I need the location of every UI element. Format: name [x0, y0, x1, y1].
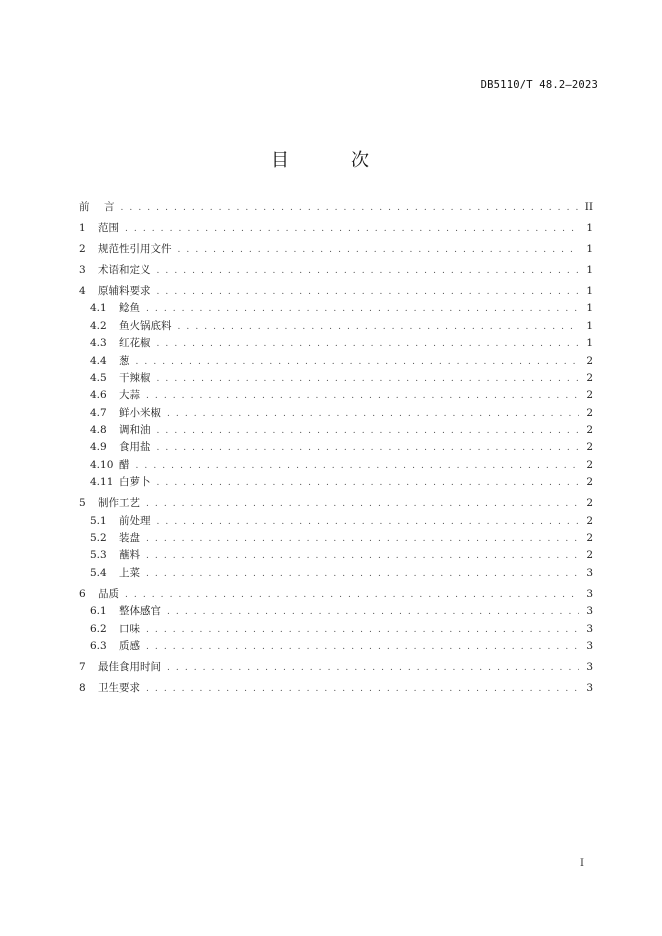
page-title: 目 次 — [271, 150, 391, 171]
toc-entry-page: 3 — [586, 639, 593, 652]
toc-entry-title: 前处理 — [119, 514, 151, 527]
toc-entry-number: 4.11 — [90, 476, 114, 489]
toc-entry-title: 装盘 — [119, 532, 140, 544]
toc-entry-page: 3 — [586, 660, 593, 673]
toc-entry-title: 术语和定义 — [98, 263, 151, 276]
toc-entry-number: 5 — [79, 497, 86, 510]
toc-leader-dots — [157, 513, 580, 531]
toc-entry[interactable] — [79, 241, 593, 258]
toc-entry[interactable] — [79, 603, 593, 620]
toc-leader-dots — [157, 422, 580, 440]
toc-leader-dots — [146, 638, 579, 656]
toc-entry[interactable] — [79, 530, 593, 547]
toc-entry-number: 4.2 — [90, 319, 107, 332]
toc-leader-dots — [167, 659, 579, 677]
toc-entry-page: 2 — [586, 532, 593, 544]
toc-entry-page: 2 — [586, 441, 593, 454]
toc-entry-number: 4.8 — [90, 424, 107, 437]
toc-entry-page: 2 — [586, 476, 593, 489]
toc-entry[interactable] — [79, 283, 593, 300]
toc-leader-dots — [157, 439, 580, 457]
toc-entry-title: 整体感官 — [119, 605, 161, 618]
toc-entry-page: 3 — [586, 681, 593, 694]
toc-entry[interactable] — [79, 370, 593, 387]
toc-entry-page: 1 — [586, 337, 593, 350]
toc-entry-title: 范围 — [98, 221, 119, 234]
toc-leader-dots — [146, 530, 579, 548]
toc-leader-dots — [157, 335, 580, 353]
toc-entry-page: 1 — [586, 242, 593, 255]
toc-leader-dots — [136, 457, 580, 475]
toc-entry[interactable] — [79, 353, 593, 370]
toc-entry[interactable] — [79, 262, 593, 279]
toc-entry-page: 3 — [586, 566, 593, 579]
toc-leader-dots — [146, 621, 579, 639]
toc-entry-page: 2 — [586, 389, 593, 402]
toc-entry-page: 1 — [586, 284, 593, 297]
toc-entry[interactable] — [79, 621, 593, 638]
toc-entry-title: 干辣椒 — [119, 371, 151, 384]
toc-entry-number: 6 — [79, 587, 86, 600]
toc-entry-number: 5.4 — [90, 566, 107, 579]
toc-leader-dots — [146, 565, 579, 583]
toc-entry-number: 1 — [79, 221, 86, 234]
toc-entry-number: 6.2 — [90, 622, 107, 635]
toc-entry-page: 3 — [586, 587, 593, 600]
toc-entry-page: 1 — [586, 263, 593, 276]
toc-entry[interactable] — [79, 300, 593, 317]
toc-entry-page: 2 — [586, 371, 593, 384]
toc-leader-dots — [146, 495, 579, 513]
toc-entry-number: 2 — [79, 242, 86, 255]
toc-entry-number: 6.1 — [90, 605, 107, 618]
toc-entry-number: 5.2 — [90, 532, 107, 544]
toc-entry-page: 3 — [586, 622, 593, 635]
toc-entry-title: 上菜 — [119, 566, 140, 579]
toc-leader-dots — [167, 603, 579, 621]
toc-entry-page: 2 — [586, 424, 593, 437]
toc-entry[interactable] — [79, 474, 593, 491]
toc-entry-number: 6.3 — [90, 639, 107, 652]
toc-leader-dots — [146, 387, 579, 405]
toc-entry-number: 5.3 — [90, 549, 107, 562]
standard-code: DB5110/T 48.2—2023 — [480, 79, 598, 91]
toc-entry[interactable] — [79, 680, 593, 697]
toc-entry[interactable] — [79, 387, 593, 404]
toc-leader-dots — [157, 262, 580, 280]
toc-entry[interactable] — [79, 565, 593, 582]
toc-entry-title: 调和油 — [119, 424, 151, 437]
table-of-contents — [79, 199, 593, 697]
toc-entry-number: 4.9 — [90, 441, 107, 454]
toc-entry[interactable] — [79, 495, 593, 512]
toc-entry-title: 口味 — [119, 622, 140, 635]
toc-entry-page: 2 — [586, 458, 593, 471]
toc-entry[interactable] — [79, 586, 593, 603]
toc-entry-title: 食用盐 — [119, 441, 151, 454]
toc-entry-title: 最佳食用时间 — [98, 660, 161, 673]
toc-entry-title: 鲶鱼 — [119, 302, 140, 315]
toc-entry-title: 原辅料要求 — [98, 284, 151, 297]
toc-leader-dots — [146, 547, 579, 565]
toc-entry-title: 言 — [104, 201, 115, 213]
toc-entry-number: 4.10 — [90, 458, 114, 471]
toc-leader-dots — [178, 318, 580, 336]
toc-entry-number: 4.1 — [90, 302, 107, 315]
toc-entry-number: 5.1 — [90, 514, 107, 527]
toc-entry[interactable] — [79, 547, 593, 564]
toc-leader-dots — [146, 300, 579, 318]
toc-entry-page: 1 — [586, 302, 593, 315]
toc-entry-title: 醋 — [119, 458, 130, 471]
page-number: I — [580, 858, 584, 869]
toc-entry-number: 3 — [79, 263, 86, 276]
toc-entry-page: 2 — [586, 354, 593, 367]
toc-entry-page: 3 — [586, 605, 593, 618]
toc-entry[interactable] — [79, 638, 593, 655]
toc-leader-dots — [167, 405, 579, 423]
toc-entry-title: 制作工艺 — [98, 497, 140, 510]
toc-entry-number: 4 — [79, 284, 86, 297]
toc-leader-dots — [125, 586, 579, 604]
toc-entry-title: 红花椒 — [119, 337, 151, 350]
toc-entry-number: 7 — [79, 660, 86, 673]
toc-entry-page: 2 — [586, 549, 593, 562]
toc-entry-title: 质感 — [119, 639, 140, 652]
toc-leader-dots — [157, 283, 580, 301]
toc-entry[interactable] — [79, 422, 593, 439]
toc-leader-dots — [178, 241, 580, 259]
toc-entry-number: 4.5 — [90, 371, 107, 384]
toc-leader-dots — [136, 353, 580, 371]
toc-leader-dots — [146, 680, 579, 698]
toc-entry[interactable] — [79, 220, 593, 237]
toc-entry[interactable] — [79, 405, 593, 422]
toc-entry-title: 大蒜 — [119, 389, 140, 402]
toc-leader-dots — [157, 474, 580, 492]
toc-entry-title: 鱼火锅底料 — [119, 319, 172, 332]
toc-entry-number: 4.6 — [90, 389, 107, 402]
toc-entry-number: 前 — [79, 201, 90, 213]
toc-entry-number: 4.4 — [90, 354, 107, 367]
toc-entry-page: 2 — [586, 497, 593, 510]
toc-entry-page: 2 — [586, 514, 593, 527]
toc-entry[interactable] — [79, 318, 593, 335]
toc-entry[interactable] — [79, 659, 593, 676]
toc-entry[interactable] — [79, 439, 593, 456]
toc-entry-title: 品质 — [98, 587, 119, 600]
toc-entry-page: 1 — [586, 319, 593, 332]
toc-entry[interactable] — [79, 513, 593, 530]
toc-entry[interactable] — [79, 335, 593, 352]
toc-entry-title: 蘸料 — [119, 549, 140, 562]
toc-entry-page: II — [584, 201, 593, 213]
toc-entry-number: 8 — [79, 681, 86, 694]
toc-entry-title: 葱 — [119, 354, 130, 367]
toc-leader-dots — [125, 220, 579, 238]
toc-entry-number: 4.7 — [90, 406, 107, 419]
toc-entry-number: 4.3 — [90, 337, 107, 350]
toc-leader-dots — [157, 370, 580, 388]
toc-entry-title: 白萝卜 — [119, 476, 151, 489]
toc-entry-title: 卫生要求 — [98, 681, 140, 694]
toc-entry-page: 1 — [586, 221, 593, 234]
toc-entry[interactable] — [79, 199, 593, 216]
toc-entry-page: 2 — [586, 406, 593, 419]
toc-entry-title: 鲜小米椒 — [119, 406, 161, 419]
toc-leader-dots — [121, 199, 580, 217]
toc-entry-title: 规范性引用文件 — [98, 242, 172, 255]
toc-entry[interactable] — [79, 457, 593, 474]
